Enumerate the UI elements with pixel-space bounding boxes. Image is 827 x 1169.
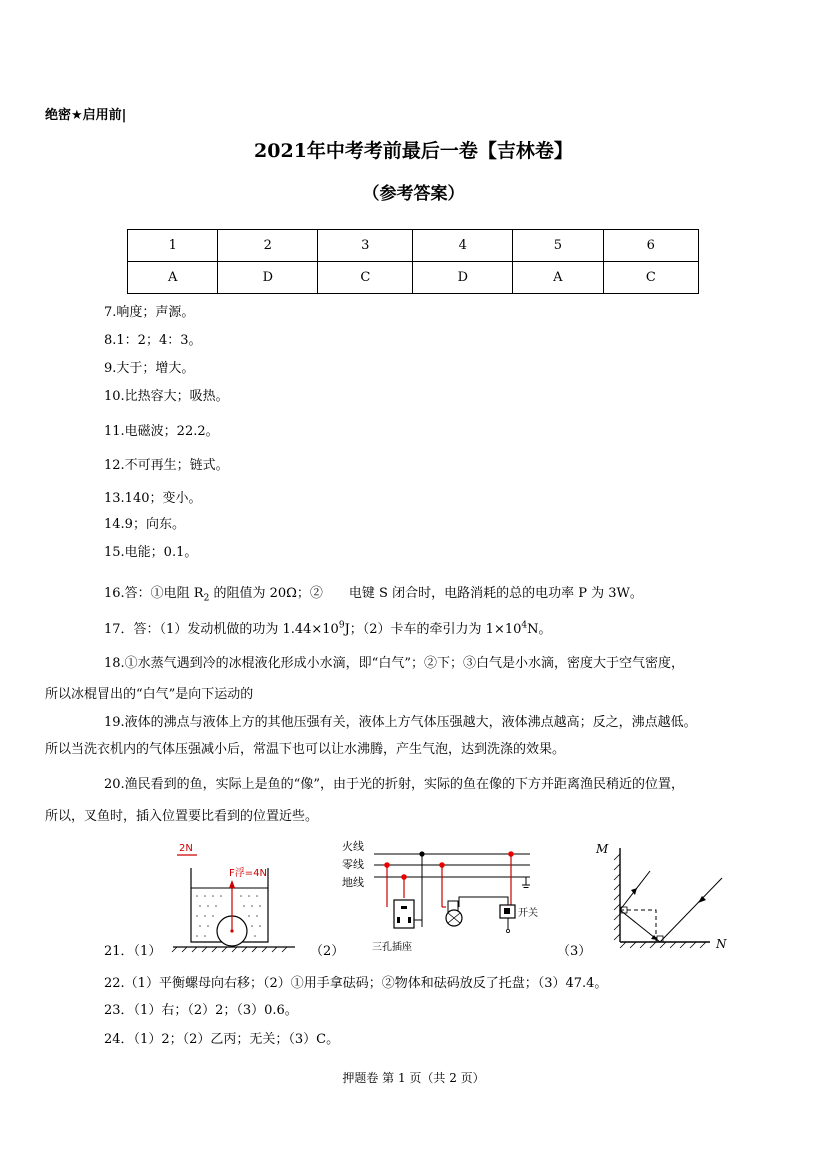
q16-part-a: 16.答：①电阻 R — [104, 586, 204, 601]
answer-q18-line2: 所以冰棍冒出的“白气”是向下运动的 — [45, 687, 254, 702]
q21-label-1: 21．（1） — [104, 944, 162, 959]
q17-exponent-2: 4 — [521, 620, 528, 631]
answer-q11: 11.电磁波；22.2。 — [104, 424, 219, 439]
answer-q19-line2: 所以当洗衣机内的气体压强减小后，常温下也可以让水沸腾，产生气泡，达到洗涤的效果。 — [45, 742, 566, 757]
q17-part-c: N。 — [527, 622, 552, 637]
q21-label-2: （2） — [310, 944, 345, 959]
right-angle-mark — [657, 936, 663, 942]
table-cell: 2 — [218, 230, 318, 262]
table-cell: A — [513, 262, 603, 294]
table-cell: 6 — [603, 230, 698, 262]
connection-dot — [401, 874, 407, 880]
confidential-label: 绝密★启用前| — [45, 108, 127, 123]
answer-q13: 13.140；变小。 — [104, 491, 202, 506]
mirror-figure — [592, 838, 737, 956]
answer-table-number-row — [128, 230, 699, 262]
neutral-wire-label: 零线 — [342, 858, 364, 871]
buoyancy-figure — [165, 838, 310, 953]
mirror-n-label: N — [716, 937, 727, 951]
switch-button — [504, 908, 510, 914]
answer-table-answer-row — [128, 262, 699, 294]
q17-part-a: 17．答：（1）发动机做的功为 1.44×10 — [104, 622, 339, 637]
arrow-head — [229, 880, 235, 888]
answer-q17 — [104, 618, 552, 637]
answer-q24: 24．（1）2；（2）乙丙；无关；（3）C。 — [104, 1032, 340, 1047]
arrow-head — [698, 896, 706, 903]
mirror-m-hatch — [614, 854, 620, 940]
force-origin — [230, 929, 233, 932]
socket-hole — [401, 906, 407, 909]
mirror-n-hatch — [620, 942, 706, 948]
answer-q16 — [104, 582, 643, 604]
table-cell: 1 — [128, 230, 218, 262]
ground-wire-label: 地线 — [342, 876, 364, 889]
page-subtitle: （参考答案） — [362, 184, 465, 204]
answer-q8: 8.1：2；4：3。 — [104, 333, 202, 348]
circuit-figure — [338, 835, 538, 955]
answer-q23: 23．（1）右；（2）2；（3）0.6。 — [104, 1003, 298, 1018]
answer-q7: 7.响度；声源。 — [104, 305, 195, 320]
answer-q10: 10.比热容大；吸热。 — [104, 389, 229, 404]
table-cell: 5 — [513, 230, 603, 262]
page-footer: 押题卷 第 1 页（共 2 页） — [342, 1071, 485, 1085]
answer-q15: 15.电能；0.1。 — [104, 545, 198, 560]
answer-q12: 12.不可再生；链式。 — [104, 458, 229, 473]
wire-end — [506, 929, 509, 932]
answer-q20-line1: 20.渔民看到的鱼，实际上是鱼的“像”，由于光的折射，实际的鱼在像的下方并距离渔民稍近的位置， — [104, 777, 684, 792]
q17-part-b: J；（2）卡车的牵引力为 1×10 — [344, 622, 522, 637]
force-label: F浮=4N — [229, 868, 267, 879]
q16-part-b: 的阻值为 20Ω；② 电键 S 闭合时，电路消耗的总的电功率 P 为 3W。 — [209, 586, 643, 601]
table-cell: 4 — [413, 230, 513, 262]
ground-hatch — [172, 947, 287, 952]
answer-q18-line1: 18.①水蒸气遇到冷的冰棍液化形成小水滴，即“白气”；②下；③白气是小水滴，密度大于空气密度， — [104, 656, 684, 671]
page-title: 2021年中考考前最后一卷【吉林卷】 — [254, 140, 573, 162]
mirror-m-label: M — [596, 842, 609, 856]
table-cell: D — [218, 262, 318, 294]
answer-q19-line1: 19.液体的沸点与液体上方的其他压强有关，液体上方气体压强越大，液体沸点越高；反之，沸点越低。 — [104, 715, 697, 730]
table-cell: 3 — [318, 230, 413, 262]
answer-table — [127, 229, 699, 294]
socket-icon — [394, 900, 414, 928]
answer-q22: 22.（1）平衡螺母向右移；（2）①用手拿砝码；②物体和砝码放反了托盘；（3）47.4。 — [104, 976, 608, 991]
answer-q20-line2: 所以，叉鱼时，插入位置要比看到的位置近些。 — [45, 809, 319, 824]
table-cell: D — [413, 262, 513, 294]
answer-q14: 14.9；向东。 — [104, 517, 185, 532]
table-cell: A — [128, 262, 218, 294]
incident-ray — [660, 878, 722, 942]
connection-dot — [384, 862, 390, 868]
table-cell: C — [318, 262, 413, 294]
q21-label-3: （3） — [557, 944, 592, 959]
scale-label: 2N — [179, 843, 193, 854]
socket-hole — [397, 917, 400, 923]
socket-hole — [408, 917, 411, 923]
table-cell: C — [603, 262, 698, 294]
q17-exponent-1: 9 — [338, 620, 345, 631]
switch-label: 开关 — [518, 908, 538, 919]
q16-subscript: 2 — [203, 593, 210, 604]
socket-label: 三孔插座 — [372, 942, 412, 953]
live-wire-label: 火线 — [342, 840, 364, 853]
answer-q9: 9.大于；增大。 — [104, 361, 195, 376]
